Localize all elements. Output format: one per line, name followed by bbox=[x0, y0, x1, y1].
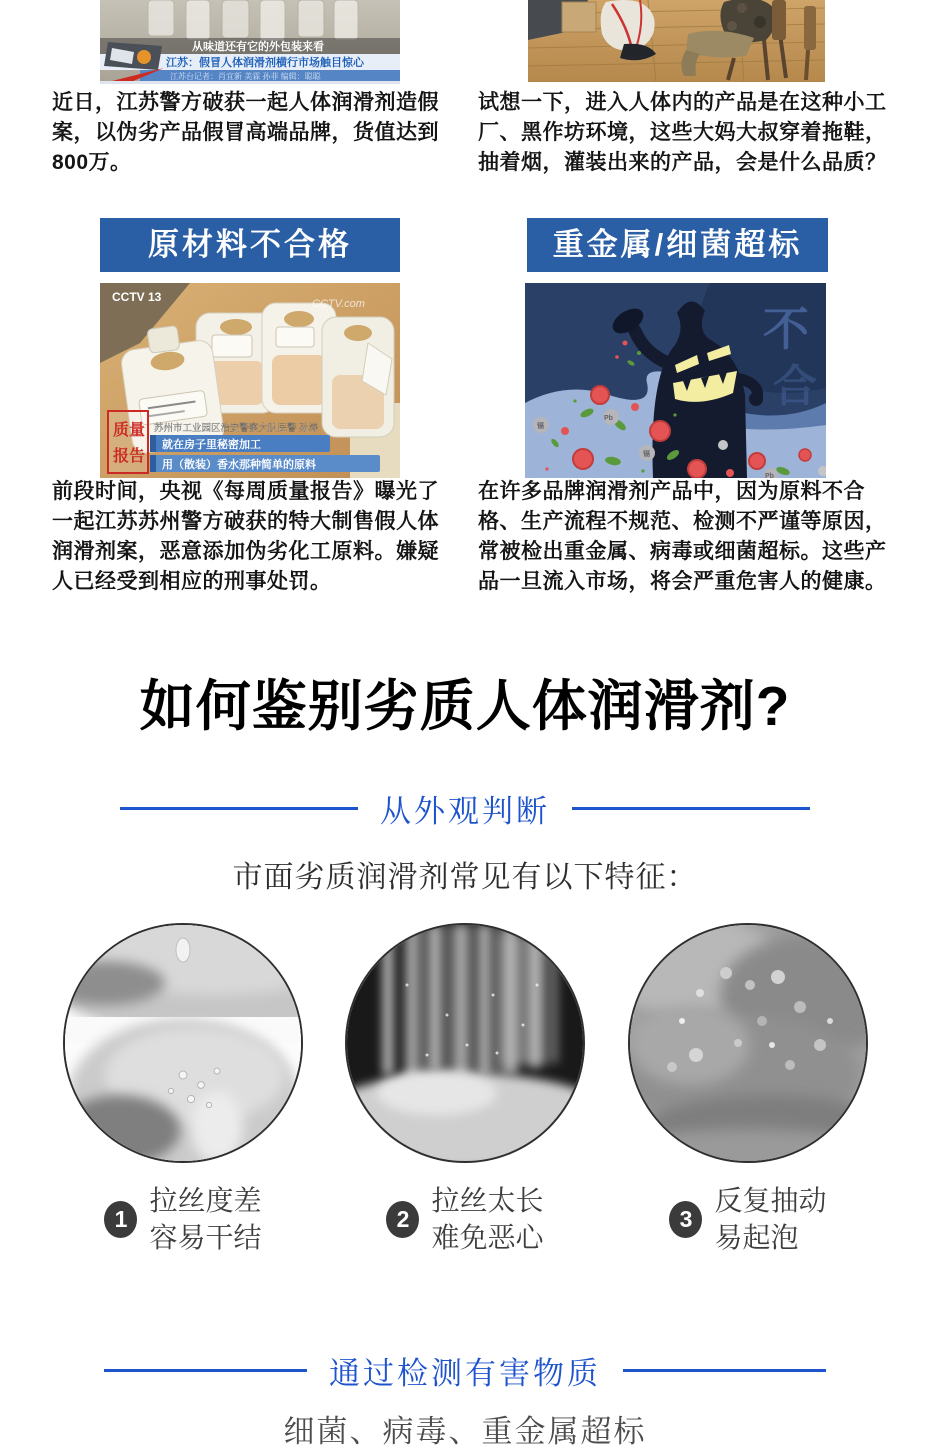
news-subtitle-2: 江苏：假冒人体润滑剂横行市场触目惊心 bbox=[166, 57, 364, 69]
feature-2-line-2: 难免恶心 bbox=[431, 1222, 544, 1253]
svg-text:合: 合 bbox=[773, 362, 817, 411]
svg-text:就在房子里秘密加工: 就在房子里秘密加工 bbox=[162, 439, 261, 451]
page-title: 如何鉴别劣质人体润滑剂? bbox=[139, 675, 791, 737]
germ-monster-illustration bbox=[525, 283, 826, 478]
cctv-report-image bbox=[100, 283, 400, 478]
svg-text:用（散装）香水那种简单的原料: 用（散装）香水那种简单的原料 bbox=[162, 459, 316, 471]
number-badge-2: 2 bbox=[386, 1201, 419, 1238]
svg-text:质量: 质量 bbox=[113, 422, 146, 439]
feature-photo-foam bbox=[628, 923, 868, 1163]
feature-photo-strings bbox=[345, 923, 585, 1163]
header-line-right bbox=[572, 807, 810, 810]
feature-1-line-1: 拉丝度差 bbox=[149, 1185, 262, 1216]
cctv-watermark: CCTV.com bbox=[312, 298, 365, 310]
feature-photo-hands bbox=[63, 923, 303, 1163]
banner-raw-materials: 原材料不合格 bbox=[100, 218, 400, 272]
header-line-right bbox=[623, 1369, 826, 1372]
svg-text:镉: 镉 bbox=[643, 451, 650, 458]
contamination-paragraph: 在许多品牌润滑剂产品中，因为原料不合格、生产流程不规范、检测不严谨等原因，常被检出重金属、病毒或细菌超标。这些产品一旦流入市场，将会严重危害人的健康。 bbox=[478, 480, 887, 593]
workshop-photo bbox=[528, 0, 825, 82]
cctv-caption-1: 苏州市工业园区治安警察大队民警 孙涛 bbox=[154, 423, 319, 434]
header-line-left bbox=[104, 1369, 307, 1372]
svg-text:镉: 镉 bbox=[537, 423, 544, 430]
header-line-left bbox=[120, 807, 358, 810]
cctv-channel-logo: CCTV 13 bbox=[112, 290, 162, 304]
feature-caption-1 bbox=[58, 1182, 308, 1256]
appearance-intro: 市面劣质润滑剂常见有以下特征： bbox=[232, 861, 698, 894]
svg-text:不: 不 bbox=[763, 303, 809, 355]
section-header-appearance-label: 从外观判断 bbox=[380, 794, 550, 829]
detection-items-text: 细菌、病毒、重金属超标 bbox=[283, 1414, 647, 1449]
feature-caption-2 bbox=[340, 1182, 590, 1256]
cctv-caption-bar-1 bbox=[150, 435, 330, 452]
intro-paragraph-right: 试想一下，进入人体内的产品是在这种小工厂、黑作坊环境，这些大妈大叔穿着拖鞋，抽着烟，灌装出来的产品，会是什么品质？ bbox=[478, 91, 887, 174]
section-header-detection-label: 通过检测有害物质 bbox=[329, 1356, 601, 1391]
svg-text:Pb: Pb bbox=[765, 473, 774, 478]
cardboard-box bbox=[562, 2, 596, 32]
quality-report-stamp bbox=[108, 411, 148, 473]
news-broadcast-illustration bbox=[100, 0, 400, 84]
tv-program-logo bbox=[104, 42, 162, 70]
intro-paragraph-left: 近日，江苏警方破获一起人体润滑剂造假案，以伪劣产品假冒高端品牌，货值达到800万。 bbox=[52, 91, 439, 174]
news-subtitle-3: 江苏台记者：肖宜新 美霖 孙菲 编辑：聪聪 bbox=[170, 72, 321, 81]
feature-2-line-1: 拉丝太长 bbox=[431, 1185, 544, 1216]
feature-1-line-2: 容易干结 bbox=[149, 1222, 262, 1253]
feature-3-line-2: 易起泡 bbox=[714, 1222, 799, 1253]
news-subtitle-1: 从味道还有它的外包装来看 bbox=[192, 41, 324, 53]
germ-monster-image bbox=[525, 283, 826, 478]
banner-heavy-metals: 重金属/细菌超标 bbox=[527, 218, 828, 272]
number-badge-3: 3 bbox=[669, 1201, 702, 1238]
cctv-report-illustration bbox=[100, 283, 400, 478]
cctv-caption-bar-2 bbox=[150, 455, 380, 472]
feature-3-line-1: 反复抽动 bbox=[714, 1185, 827, 1216]
number-badge-1: 1 bbox=[104, 1201, 137, 1238]
cctv-paragraph: 前段时间，央视《每周质量报告》曝光了一起江苏苏州警方破获的特大制售假人体润滑剂案，恶意添加伪劣化工原料。嫌疑人已经受到相应的刑事处罚。 bbox=[52, 480, 439, 593]
workshop-illustration bbox=[528, 0, 825, 82]
feature-caption-3 bbox=[623, 1182, 873, 1256]
section-header-appearance bbox=[0, 786, 930, 831]
section-header-detection bbox=[0, 1348, 930, 1393]
svg-text:Pb: Pb bbox=[604, 415, 613, 422]
svg-text:报告: 报告 bbox=[113, 448, 146, 465]
news-broadcast-image bbox=[100, 0, 400, 84]
